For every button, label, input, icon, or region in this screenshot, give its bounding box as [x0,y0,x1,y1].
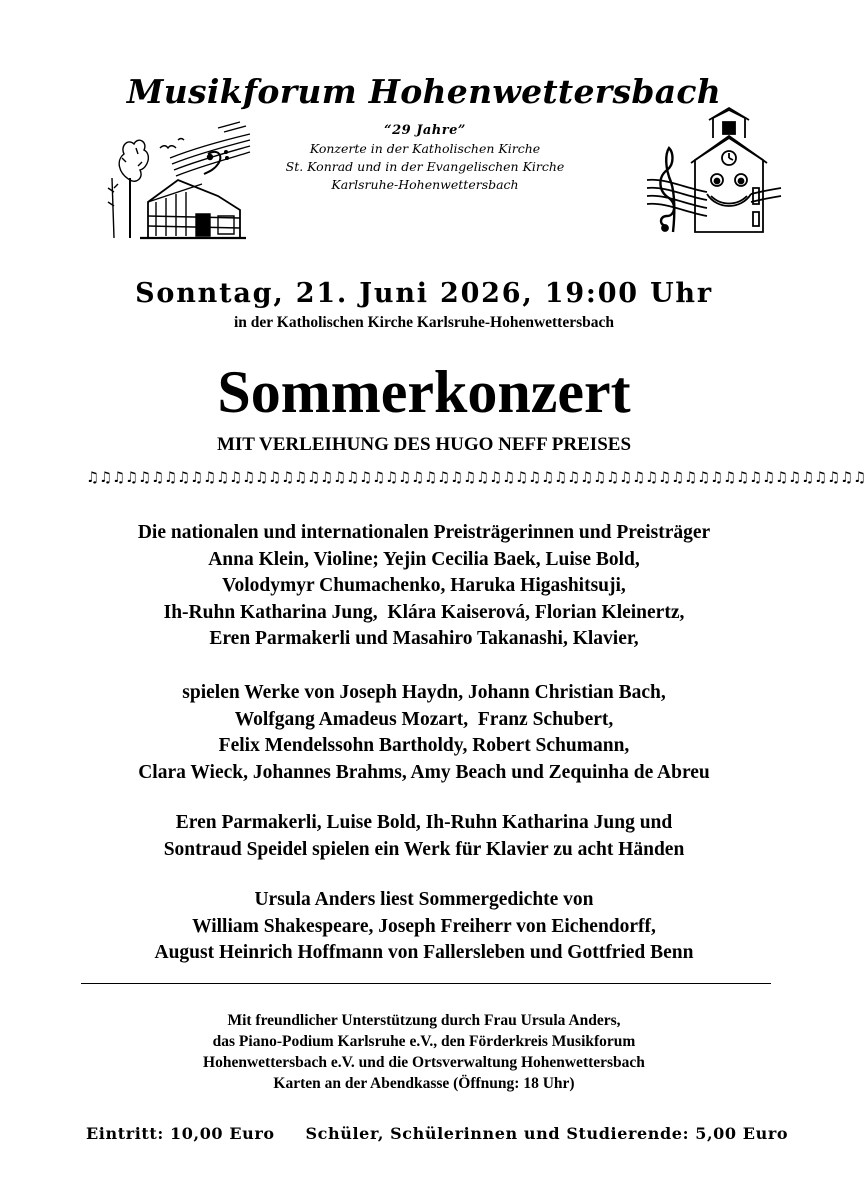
anniversary-label: “29 Jahre” [384,123,466,138]
poems-paragraph [0,887,848,967]
text-line: Mit freundlicher Unterstützung durch Frau Ursula Anders, [227,1012,621,1029]
church-sketch-icon [100,118,250,243]
text-line: Felix Mendelssohn Bartholdy, Robert Schumann, [218,735,630,756]
works-paragraph [0,680,848,786]
text-line: Volodymyr Chumachenko, Haruka Higashitsuji, [222,575,626,596]
text-line: Hohenwettersbach e.V. und die Ortsverwaltung Hohenwettersbach [203,1054,645,1071]
text-line: Sontraud Speidel spielen ein Werk für Klavier zu acht Händen [163,838,685,860]
text-line: Wolfgang Amadeus Mozart, Franz Schubert, [234,708,614,730]
text-line: Ih-Ruhn Katharina Jung, Klára Kaiserová, Florian Kleinertz, [163,601,685,623]
subtitle-line: Karlsruhe-Hohenwettersbach [331,177,519,192]
event-location: in der Katholischen Kirche Karlsruhe-Hohenwettersbach [233,314,615,331]
text-line: Ursula Anders liest Sommergedichte von [254,889,594,910]
event-subtitle: MIT VERLEIHUNG DES HUGO NEFF PREISES [216,434,632,455]
price-line [86,1124,789,1143]
smiling-church-icon [645,108,785,238]
music-notes-divider: ♫♫♫♫♫♫♫♫♫♫♫♫♫♫♫♫♫♫♫♫♫♫♫♫♫♫♫♫♫♫♫♫♫♫♫♫♫♫♫♫♫♫♫♫♫♫♫♫♫♫♫♫♫♫♫♫♫♫♫♫ [86,470,866,486]
subtitle-line: St. Konrad und in der Evangelischen Kirche [285,159,565,174]
performers-paragraph [0,520,848,653]
subtitle-line: Konzerte in der Katholischen Kirche [309,141,541,156]
reduced-price: Schüler, Schülerinnen und Studierende: 5,00 Euro [305,1124,789,1143]
text-line: Die nationalen und internationalen Preisträgerinnen und Preisträger [137,522,711,543]
horizontal-divider [81,983,771,984]
support-paragraph [0,1010,848,1094]
text-line: Eren Parmakerli und Masahiro Takanashi, Klavier, [209,628,639,649]
organizer-subtitle [255,122,595,194]
text-line: Eren Parmakerli, Luise Bold, Ih-Ruhn Katharina Jung und [175,812,673,833]
text-line: August Heinrich Hoffmann von Fallersleben und Gottfried Benn [154,942,694,963]
event-date: Sonntag, 21. Juni 2026, 19:00 Uhr [135,278,713,309]
text-line: Karten an der Abendkasse (Öffnung: 18 Uhr) [273,1075,575,1092]
regular-price: Eintritt: 10,00 Euro [86,1124,275,1143]
text-line: Clara Wieck, Johannes Brahms, Amy Beach und Zequinha de Abreu [138,761,710,783]
text-line: das Piano-Podium Karlsruhe e.V., den Förderkreis Musikforum [212,1033,636,1050]
text-line: William Shakespeare, Joseph Freiherr von Eichendorff, [192,915,656,937]
text-line: Anna Klein, Violine; Yejin Cecilia Baek, Luise Bold, [208,548,640,570]
event-title: Sommerkonzert [217,359,631,425]
organizer-title: Musikforum Hohenwettersbach [126,72,722,111]
text-line: spielen Werke von Joseph Haydn, Johann Christian Bach, [182,682,666,703]
eight-hands-paragraph [0,810,848,863]
